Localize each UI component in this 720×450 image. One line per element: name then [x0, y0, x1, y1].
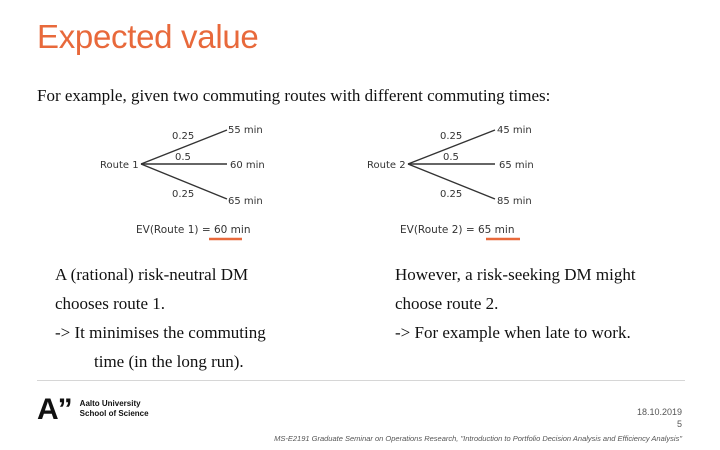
route2-outcome-middle: 65 min	[499, 160, 534, 171]
route1-tree	[95, 115, 275, 245]
slide-title: Expected value	[37, 18, 259, 55]
right-text-line: choose route 2.	[395, 294, 499, 313]
left-text-line: A (rational) risk-neutral DM	[55, 265, 249, 284]
route2-outcome-bottom: 85 min	[497, 196, 532, 207]
route2-prob-top: 0.25	[440, 131, 463, 142]
right-text-line: -> For example when late to work.	[395, 323, 631, 342]
route2-prob-middle: 0.5	[443, 152, 459, 163]
footer-date-block	[637, 406, 682, 430]
right-text-line: However, a risk-seeking DM might	[395, 265, 636, 284]
route1-prob-middle: 0.5	[175, 152, 191, 163]
aalto-logo-mark: A”	[37, 393, 72, 426]
logo-university-name: Aalto University	[79, 399, 141, 408]
route1-prob-bottom: 0.25	[172, 189, 195, 200]
route1-label: Route 1	[100, 160, 139, 171]
aalto-logo	[37, 393, 149, 426]
left-text-line: time (in the long run).	[94, 352, 244, 371]
footer-divider	[37, 380, 685, 381]
route1-outcome-top: 55 min	[228, 125, 263, 136]
aalto-logo-text	[80, 399, 149, 419]
right-text-block	[395, 260, 636, 347]
route1-outcome-middle: 60 min	[230, 160, 265, 171]
route2-label: Route 2	[367, 160, 406, 171]
route2-prob-bottom: 0.25	[440, 189, 463, 200]
route1-prob-top: 0.25	[172, 131, 195, 142]
route2-outcome-top: 45 min	[497, 125, 532, 136]
intro-text: For example, given two commuting routes with different commuting times:	[37, 86, 551, 105]
route2-tree	[362, 115, 562, 245]
left-text-line: -> It minimises the commuting	[55, 323, 266, 342]
route1-ev: EV(Route 1) = 60 min	[136, 224, 251, 236]
left-text-line: chooses route 1.	[55, 294, 166, 313]
course-footer: MS-E2191 Graduate Seminar on Operations Research, "Introduction to Portfolio Decision Analysis and Efficiency Analysis"	[274, 434, 682, 443]
route2-ev: EV(Route 2) = 65 min	[400, 224, 515, 236]
logo-school-name: School of Science	[79, 409, 149, 418]
left-text-block	[55, 260, 266, 376]
footer-date: 18.10.2019	[636, 407, 682, 417]
page-number: 5	[676, 419, 682, 429]
route1-outcome-bottom: 65 min	[228, 196, 263, 207]
